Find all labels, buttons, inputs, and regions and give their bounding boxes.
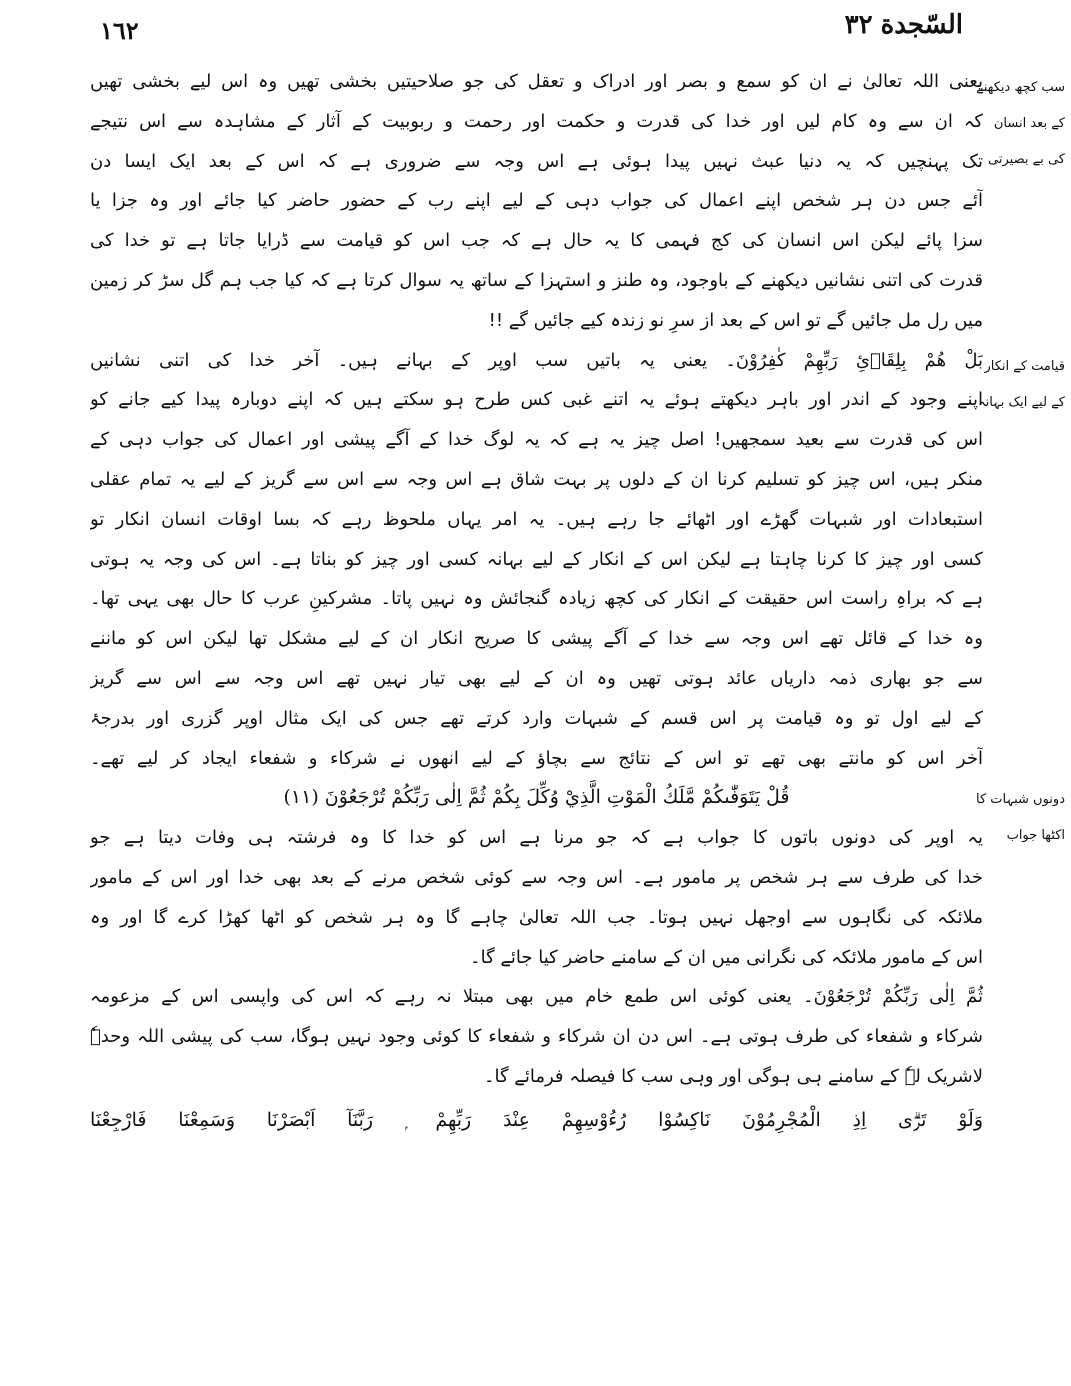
text-line: کسی اور چیز کا کرنا چاہتا ہے لیکن اس کے انکار کے لیے بہانہ کسی اور چیز کو بناتا ہے۔ اس کی وجہ یہ ہوتی: [90, 548, 983, 570]
text-line: سے جو بھاری ذمہ داریاں عائد ہوتی تھیں وہ ان کے لیے بھی تیار نہیں تھے اس وجہ سے اس سے گریز: [90, 667, 983, 689]
text-line: کے لیے اول تو وہ قیامت پر اس قسم کے شبہات وارد کرتے تھے جس کی ایک مثال اوپر گزری اور بدرجۂ: [90, 707, 983, 729]
text-line: منکر ہیں، اس چیز کو تسلیم کرنا ان کے دلوں پر بہت شاق ہے اس وجہ سے اس سے گریز کے لیے یہ تمام عقلی: [90, 468, 983, 490]
text-line: سزا پائے لیکن اس انسان کی کج فہمی کا یہ حال ہے کہ جب اس کو قیامت سے ڈرایا جاتا ہے تو خدا کی: [90, 230, 983, 252]
closing-quran-verse: وَلَوْ تَرٰۗى اِذِ الْمُجْرِمُوْنَ نَاكِسُوْا رُءُوْسِهِمْ عِنْدَ رَبِّهِمْ ۭ رَبَّنَآ اَبْصَرْنَا وَسَمِعْنَا فَارْجِعْنَا: [90, 1108, 983, 1131]
surah-header: [837, 10, 963, 40]
text-line: خدا کی طرف سے ہر شخص پر مامور ہے۔ اس وجہ سے کوئی شخص مرنے کے بعد بھی خدا اور اس کے مامور: [90, 866, 983, 888]
page-number: ١٦٢: [100, 16, 139, 45]
text-line: ثُمَّ اِلٰى رَبِّكُمْ تُرْجَعُوْنَ۔ یعنی کوئی اس طمع خام میں بھی مبتلا نہ رہے کہ اس کی واپسی اس کے مزعومہ: [90, 986, 983, 1008]
section-insight: [90, 62, 1065, 341]
margin-note: سب کچھ دیکھنے کے بعد انسان کی بے بصیرتی: [976, 80, 1065, 167]
section-return: [90, 977, 983, 1096]
text-line: ملائکہ کی نگاہوں سے اوجھل نہیں ہوتا۔ جب اللہ تعالیٰ چاہے گا وہ ہر شخص کو اٹھا کھڑا کرے گا اور وہ: [90, 906, 983, 928]
surah-number: ٣٢: [844, 10, 873, 40]
page-body: [90, 62, 1065, 1366]
section-denial-excuse: [90, 341, 1065, 779]
text-line: استبعادات اور شبہات گھڑے اور اٹھائے جا رہے ہیں۔ یہ امر یہاں ملحوظ رہے کہ بسا اوقات انسان انکار تو: [90, 508, 983, 530]
text-line: قدرت کی اتنی نشانیں دیکھنے کے باوجود، وہ طنز و استہزا کے ساتھ یہ سوال کرتا ہے کہ کیا جب ہم گل سڑ کر زمین: [90, 269, 983, 291]
text-line: شرکاء و شفعاء کی طرف ہوتی ہے۔ اس دن ان شرکاء و شفعاء کا کوئی وجود نہیں ہوگا، سب کی پیشی اللہ وحدہٗ: [90, 1026, 983, 1048]
margin-note: قیامت کے انکار کے لیے ایک بہانہ: [977, 358, 1065, 410]
quran-verse: قُلْ يَتَوَفّٰىكُمْ مَّلَكُ الْمَوْتِ الَّذِيْ وُكِّلَ بِكُمْ ثُمَّ اِلٰى رَبِّكُمْ تُرْجَعُوْنَ (١١): [283, 786, 790, 809]
margin-note: دونوں شبہات کا اکٹھا جواب: [976, 792, 1065, 844]
text-line: تک پہنچیں کہ یہ دنیا عبث نہیں پیدا ہوئی ہے اس وجہ سے ضروری ہے کہ اس کے بعد ایک ایسا دن: [90, 150, 983, 172]
text-line: اس کے مامور ملائکہ کی نگرانی میں ان کے سامنے حاضر کیا جائے گا۔: [470, 946, 983, 968]
text-line: اپنے وجود کے اندر اور باہر دیکھتے ہوئے یہ اتنے غبی کس طرح ہو سکتے ہیں کہ اپنے دوبارہ پیدا کیے جانے کو: [90, 389, 983, 411]
text-line: اس کی قدرت سے بعید سمجھیں! اصل چیز یہ ہے کہ یہ لوگ خدا کے آگے پیشی اور اعمال کی جواب دہی کے: [90, 429, 983, 451]
text-line: لاشریک لہٗ کے سامنے ہی ہوگی اور وہی سب کا فیصلہ فرمائے گا۔: [483, 1065, 983, 1087]
text-line: بَلْ هُمْ بِلِقَاۗئِ رَبِّهِمْ كٰفِرُوْنَ۔ یعنی یہ باتیں سب اوپر کے بہانے ہیں۔ آخر خدا کی اتنی نشانیں: [90, 349, 983, 371]
section-combined-answer: [90, 778, 1065, 977]
text-line: آئے جس دن ہر شخص اپنے اعمال کی جواب دہی کے لیے اپنے رب کے حضور حاضر کیا جائے اور وہ جزا یا: [90, 190, 983, 212]
surah-name: السّجدة: [880, 10, 963, 40]
text-line: میں رل مل جائیں گے تو اس کے بعد از سرِ نو زندہ کیے جائیں گے !!: [488, 309, 983, 331]
text-line: یہ اوپر کی دونوں باتوں کا جواب ہے کہ جو مرنا ہے اس کو خدا کا وہ فرشتہ ہی وفات دیتا ہے جو: [90, 827, 983, 849]
text-line: آخر اس کو مانتے بھی تھے تو اس کے نتائج سے بچاؤ کے لیے انھوں نے شرکاء و شفعاء ایجاد کر لیے تھے۔: [90, 747, 983, 769]
text-line: یعنی اللہ تعالیٰ نے ان کو سمع و بصر اور ادراک و تعقل کی جو صلاحیتیں بخشی تھیں وہ اس لیے بخشی تھیں: [90, 71, 983, 92]
text-line: کہ ان سے وہ کام لیں اور خدا کی قدرت و حکمت اور رحمت و ربوبیت کے آثار کے مشاہدہ سے اس نتیجے: [90, 110, 983, 132]
text-line: وہ خدا کے قائل تھے اس وجہ سے خدا کے آگے پیشی کا صریح انکار ان کے لیے مشکل تھا لیکن اس کو ماننے: [90, 628, 983, 650]
text-line: ہے کہ براہِ راست اس حقیقت کے انکار کی کچھ زیادہ گنجائش وہ نہیں پاتا۔ مشرکینِ عرب کا حال بھی یہی تھا۔: [90, 588, 983, 610]
